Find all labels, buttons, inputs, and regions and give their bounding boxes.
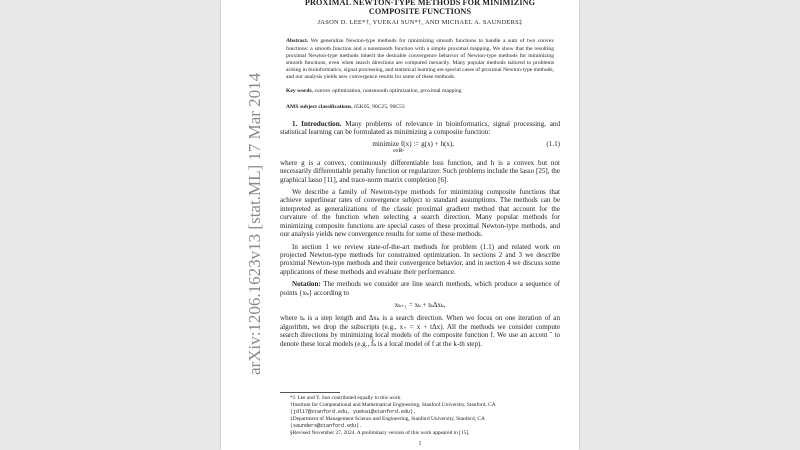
intro-p1-text: Many problems of relevance in bioinformatics, signal processing, and statistical learning can be formulated as minimizing a composite function:: [280, 119, 560, 137]
ams-text: 65K05, 90C25, 90C53: [354, 103, 405, 110]
intro-paragraph-1: [280, 120, 560, 137]
footnote-rule: [280, 392, 340, 393]
ams-label: AMS subject classifications.: [286, 103, 353, 110]
footnote-4: §Revised November 27, 2024. A preliminary version of this work appeared in [15].: [290, 429, 470, 436]
intro-paragraph-3: We describe a family of Newton-type methods for minimizing composite functions that achieve superlinear rates of convergence subject to standard assumptions. The methods can be interpreted as generalizations of the classic proximal gradient method that account for the curvature of the function when selecting a search direction. Many popular methods for minimizing composite functions are special cases of these proximal Newton-type methods, and our analysis yields new convergence results for some of these methods.: [280, 188, 560, 239]
equation-2: [280, 301, 560, 309]
paper-title: PROXIMAL NEWTON-TYPE METHODS FOR MINIMIZING COMPOSITE FUNCTIONS: [304, 0, 536, 16]
notation-text: The methods we consider are line search methods, which produce a sequence of points {xₖ} according to: [280, 280, 560, 297]
footnote-3-email: (saunders@stanford.edu).: [290, 422, 363, 429]
keywords: [286, 88, 554, 95]
equation-1-1: [280, 140, 560, 153]
footnote-2-emails: (jdl17@stanford.edu, yuekai@stanford.edu).: [290, 408, 417, 415]
notation-paragraph-2: where tₖ is a step length and Δxₖ is a search direction. When we focus on one iteration of an algorithm, we drop the subscripts (e.g., x₊ = x + tΔx). All the methods we consider compute search directions by minimizing local models of the composite function f. We use an accent ˆ to denote these local models (e.g., f̂ₖ is a local model of f at the k-th step).: [280, 314, 560, 348]
footnote-1: *J. Lee and Y. Sun contributed equally to this work.: [290, 395, 402, 401]
abstract-text: We generalize Newton-type methods for minimizing smooth functions to handle a sum of two convex functions: a smooth function and a nonsmooth function with a simple proximal mapping. We show that the resulting proximal Newton-type methods inherit the desirable convergence behavior of Newton-type methods for minimizing smooth functions, even when search directions are computed inexactly. Many popular methods tailored to problems arising in bioinformatics, signal processing, and statistical learning are special cases of proximal Newton-type methods, and our analysis yields new convergence results for some of these methods.: [286, 38, 554, 81]
footnote-2: †Institute for Computational and Mathematical Engineering, Stanford University, Stanford, CA: [290, 401, 496, 408]
equation-1-1-label: (1.1): [546, 140, 560, 149]
footnote-3: ‡Department of Management Science and Engineering, Stanford University, Stanford, CA: [290, 415, 485, 422]
intro-paragraph-2: where g is a convex, continuously differentiable loss function, and h is a convex but not necessarily differentiable penalty function or regularizer. Such problems include the lasso [25], the graphical lasso [11], and trace-norm matrix completion [6].: [280, 158, 560, 184]
notation-label: Notation:: [292, 280, 321, 289]
keywords-label: Key words.: [286, 87, 314, 94]
footnotes: [280, 392, 560, 436]
notation-paragraph: [280, 280, 560, 297]
abstract: [286, 38, 554, 81]
abstract-label: Abstract.: [286, 38, 309, 45]
intro-paragraph-4: In section 1 we review state-of-the-art methods for problem (1.1) and related work on projected Newton-type methods for constrained optimization. In sections 2 and 3 we describe proximal Newton-type methods and their convergence behavior, and in section 4 we discuss some applications of these methods and evaluate their performance.: [280, 242, 560, 276]
equation-1-1-subscript: x∈ℝⁿ: [392, 148, 404, 154]
paper-authors: JASON D. LEE*†, YUEKAI SUN*†, AND MICHAEL A. SAUNDERS‡: [317, 19, 523, 26]
ams-classification: [286, 104, 554, 111]
equation-2-text: xₖ₊₁ = xₖ + tₖΔxₖ,: [394, 300, 446, 309]
page-number: 1: [418, 441, 422, 447]
equation-1-1-text: minimize f(x) := g(x) + h(x),: [372, 140, 455, 149]
keywords-text: convex optimization, nonsmooth optimization, proximal mapping: [314, 87, 462, 94]
arxiv-stamp: arXiv:1206.1623v13 [stat.ML] 17 Mar 2014: [245, 72, 264, 375]
paper-content: [280, 0, 560, 348]
section-heading: 1. Introduction.: [292, 119, 342, 128]
